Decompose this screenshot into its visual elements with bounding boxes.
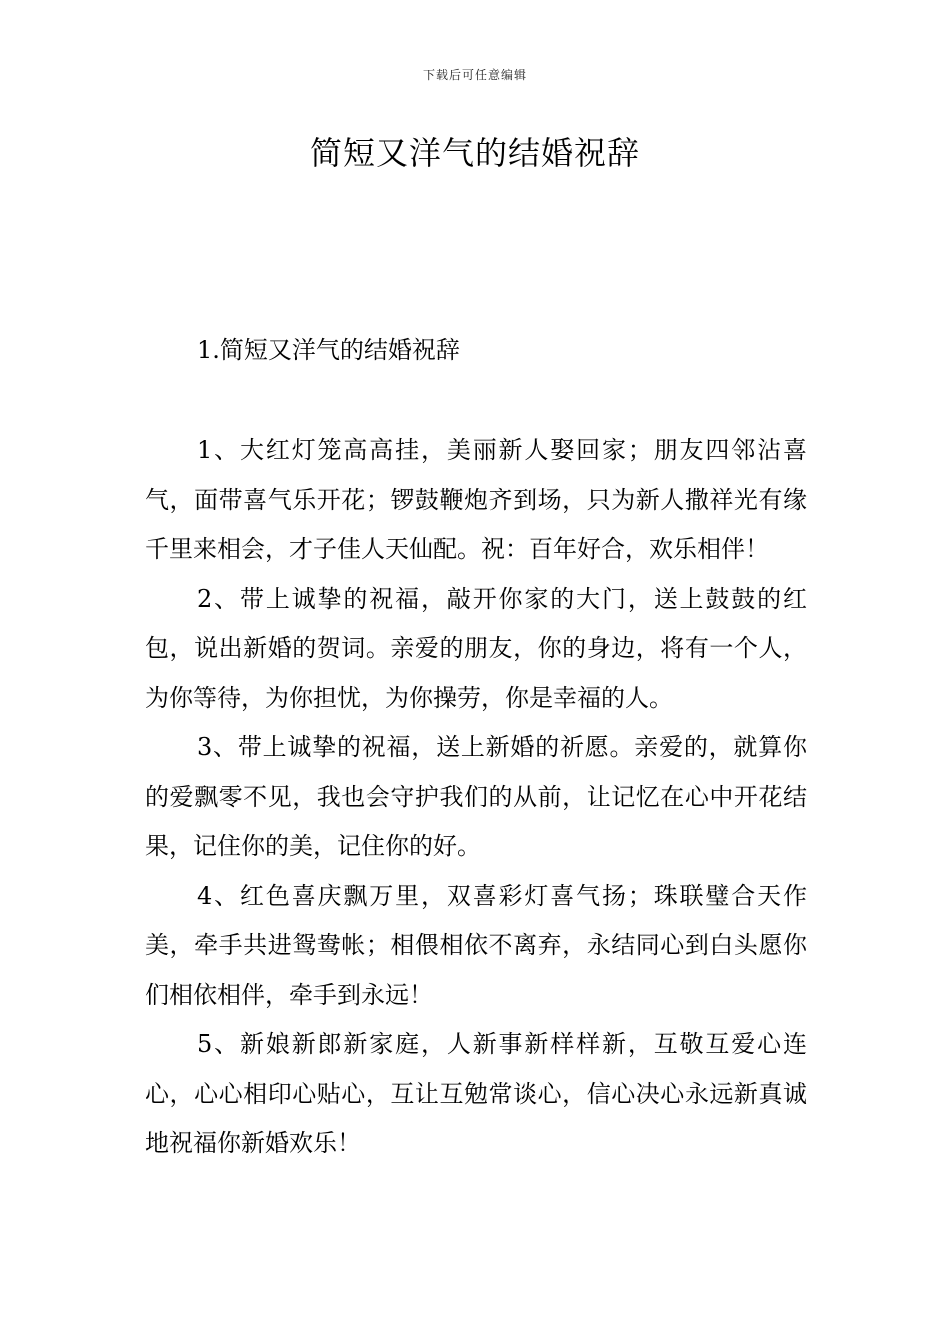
document-title: 简短又洋气的结婚祝辞 (309, 134, 640, 172)
paragraph-2: 2、带上诚挚的祝福，敲开你家的大门，送上鼓鼓的红包，说出新婚的贺词。亲爱的朋友，你的身边，将有一个人，为你等待，为你担忧，为你操劳，你是幸福的人。 (145, 584, 807, 712)
document-body (145, 330, 807, 1169)
header-note: 下载后可任意编辑 (422, 68, 527, 82)
paragraph-3: 3、带上诚挚的祝福，送上新婚的祈愿。亲爱的，就算你的爱飘零不见，我也会守护我们的从前，让记忆在心中开花结果，记住你的美，记住你的好。 (145, 733, 807, 860)
section-subtitle: 1.简短又洋气的结婚祝辞 (197, 336, 460, 364)
paragraph-1: 1、大红灯笼高高挂，美丽新人娶回家；朋友四邻沾喜气，面带喜气乐开花；锣鼓鞭炮齐到场，只为新人撒祥光有缘千里来相会，才子佳人天仙配。祝：百年好合，欢乐相伴！ (145, 436, 807, 563)
paragraph-4: 4、红色喜庆飘万里，双喜彩灯喜气扬；珠联璧合天作美，牵手共进鸳鸯帐；相偎相依不离弃，永结同心到白头愿你们相依相伴，牵手到永远！ (145, 881, 807, 1009)
paragraph-5: 5、新娘新郎新家庭，人新事新样样新，互敬互爱心连心，心心相印心贴心，互让互勉常谈心，信心决心永远新真诚地祝福你新婚欢乐！ (145, 1030, 807, 1157)
